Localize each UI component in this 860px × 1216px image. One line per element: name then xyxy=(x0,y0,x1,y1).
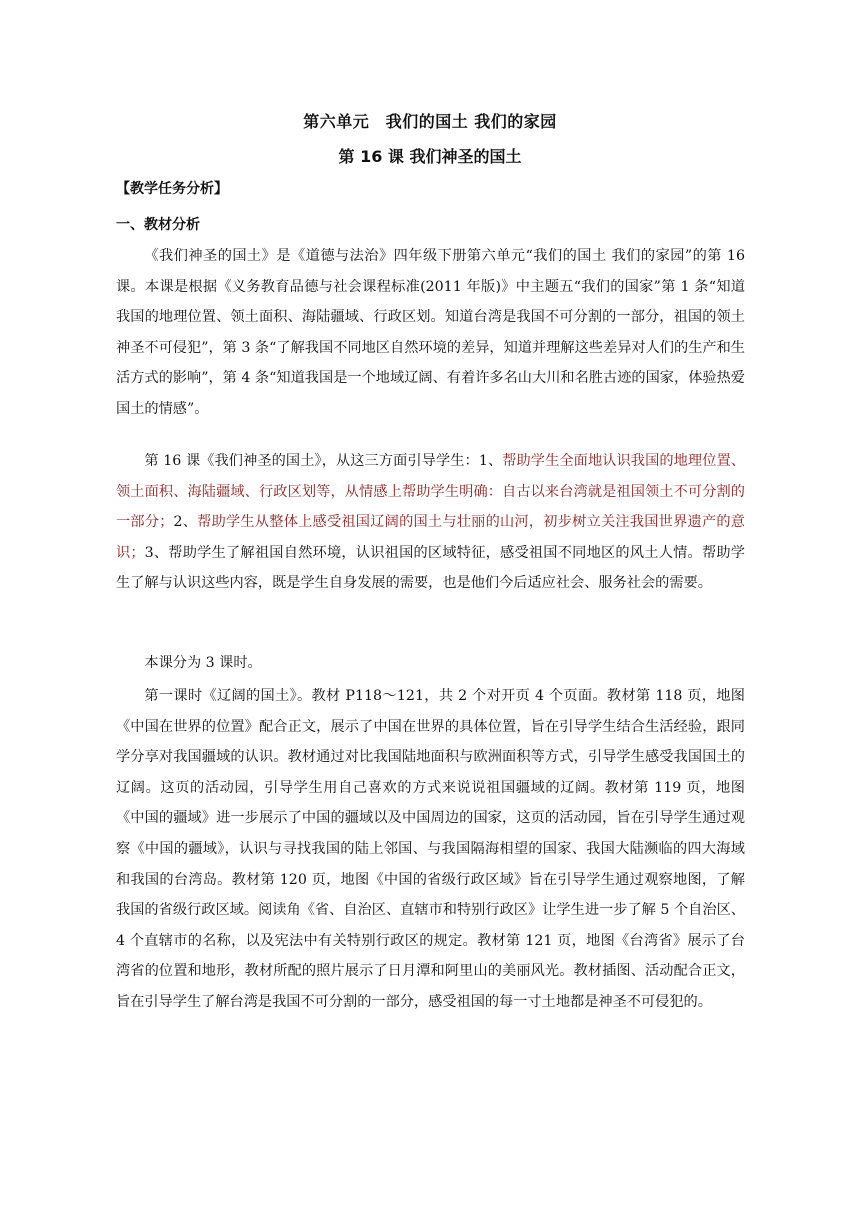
lesson-title: 第 16 课 我们神圣的国土 xyxy=(338,147,522,166)
aim-1-highlight: 帮助学生全面地认识我国的地理位置、领土面积、海陆疆域、行政区划等，从情感上帮助学生明确：自古以来台湾就是祖国领土不可分割的一部分； xyxy=(116,453,745,531)
aim-2-highlight: 帮助学生从整体上感受祖国辽阔的国土与壮丽的山河，初步树立关注我国世界遗产的意识； xyxy=(116,514,745,561)
paragraph-first-lesson: 第一课时《辽阔的国土》。教材 P118～121，共 2 个对开页 4 个页面。教材第 118 页，地图《中国在世界的位置》配合正文，展示了中国在世界的具体位置，旨在引导学生结合生活经验，跟同学分享对我国疆域的认识。教材通过对比我国陆地面积与欧洲面积等方式，引导学生感受我国国土的辽阔。这页的活动园，引导学生用自己喜欢的方式来说说祖国疆域的辽阔。教材第 119 页，地图《中国的疆域》进一步展示了中国的疆域以及中国周边的国家，这页的活动园，旨在引导学生通过观察《中国的疆域》，认识与寻找我国的陆上邻国、与我国隔海相望的国家、我国大陆濒临的四大海域和我国的台湾岛。教材第 120 页，地图《中国的省级行政区域》旨在引导学生通过观察地图，了解我国的省级行政区域。阅读角《省、自治区、直辖市和特别行政区》让学生进一步了解 5 个自治区、4 个直辖市的名称，以及宪法中有关特别行政区的规定。教材第 121 页，地图《台湾省》展示了台湾省的位置和地形，教材所配的照片展示了日月潭和阿里山的美丽风光。教材插图、活动配合正文，旨在引导学生了解台湾是我国不可分割的一部分，感受祖国的每一寸土地都是神圣不可侵犯的。 xyxy=(116,688,745,1010)
section-heading: 【教学任务分析】 xyxy=(116,181,228,197)
aim-3-text: 3、帮助学生了解祖国自然环境，认识祖国的区域特征，感受祖国不同地区的风土人情。帮助学生了解与认识这些内容，既是学生自身发展的需要，也是他们今后适应社会、服务社会的需要。 xyxy=(116,544,745,592)
aims-intro-text: 第 16 课《我们神圣的国土》，从这三方面引导学生：1、 xyxy=(144,453,503,469)
aim-2-number: 2、 xyxy=(173,514,198,531)
subsection-heading: 一、教材分析 xyxy=(116,217,200,233)
paragraph-textbook-overview: 《我们神圣的国土》是《道德与法治》四年级下册第六单元“我们的国土 我们的家园”的第 16 课。本课是根据《义务教育品德与社会课程标准(2011 年版)》中主题五“我们的国家”第 1 条“知道我国的地理位置、领土面积、海陆疆域、行政区划。知道台湾是我国不可分割的一部分，祖国的领土神圣不可侵犯”，第 3 条“了解我国不同地区自然环境的差异，知道并理解这些差异对人们的生产和生活方式的影响”，第 4 条“知道我国是一个地域辽阔、有着许多名山大川和名胜古迹的国家，体验热爱国土的情感”。 xyxy=(116,248,745,417)
unit-title: 第六单元 我们的国土 我们的家园 xyxy=(303,112,557,131)
paragraph-guidance-aims xyxy=(116,446,745,599)
paragraph-lesson-count: 本课分为 3 课时。 xyxy=(144,655,262,671)
